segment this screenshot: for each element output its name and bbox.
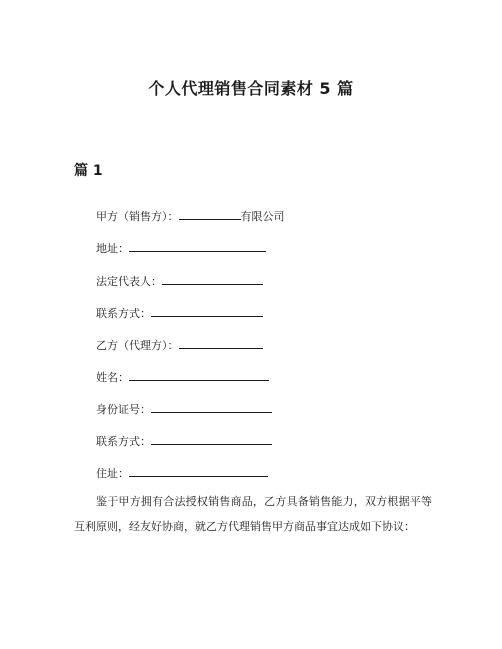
field-suffix: 有限公司 [240, 210, 285, 223]
field-label: 住址： [96, 467, 129, 480]
fill-blank [179, 209, 241, 220]
section-heading: 篇 1 [74, 163, 103, 179]
fill-blank [151, 434, 272, 445]
field-id-number [96, 402, 272, 417]
field-party-a [96, 209, 285, 224]
fill-blank [162, 274, 263, 285]
fill-blank [179, 338, 263, 349]
document-title: 个人代理销售合同素材 5 篇 [148, 79, 354, 98]
field-residence [96, 466, 268, 481]
fill-blank [151, 402, 272, 413]
field-label: 法定代表人： [96, 275, 162, 288]
fill-blank [129, 241, 266, 252]
field-legal-representative [96, 274, 263, 289]
field-contact-a [96, 306, 263, 321]
field-label: 姓名： [96, 371, 129, 384]
fill-blank [151, 306, 263, 317]
field-party-b [96, 338, 263, 353]
field-label: 甲方（销售方）： [96, 210, 179, 223]
field-label: 联系方式： [96, 307, 151, 320]
fill-blank [129, 370, 269, 381]
field-label: 地址： [96, 242, 129, 255]
field-label: 身份证号： [96, 403, 151, 416]
field-label: 联系方式： [96, 435, 151, 448]
field-name [96, 370, 269, 385]
field-address [96, 241, 266, 256]
fill-blank [129, 466, 268, 477]
field-contact-b [96, 434, 272, 449]
field-label: 乙方（代理方）： [96, 339, 179, 352]
preamble-paragraph: 鉴于甲方拥有合法授权销售商品，乙方具备销售能力，双方根据平等互利原则，经友好协商，就乙方代理销售甲方商品事宜达成如下协议： [74, 495, 432, 533]
